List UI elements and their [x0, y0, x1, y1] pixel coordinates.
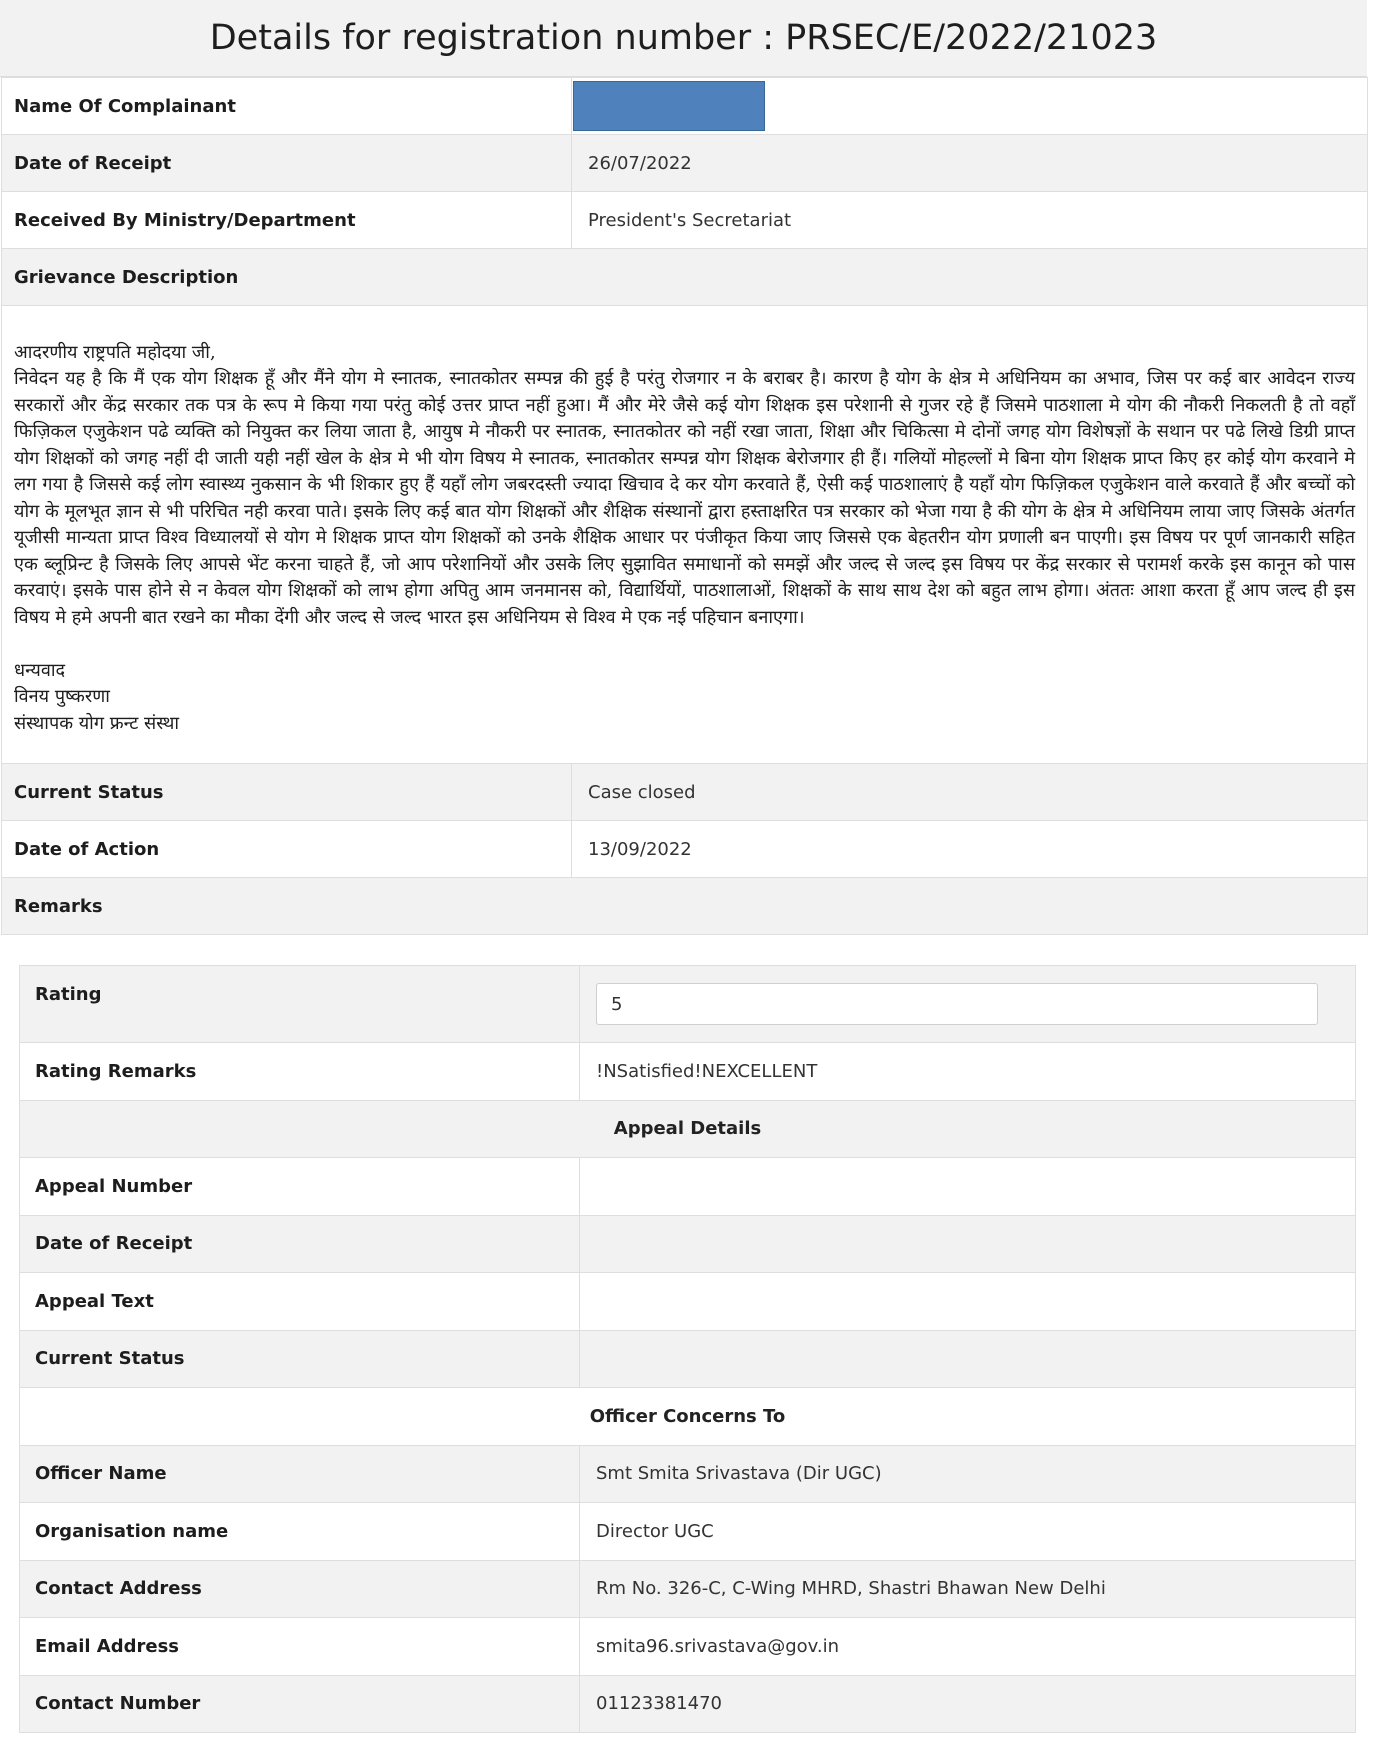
row-organisation [20, 1503, 1356, 1561]
row-appeal-number [20, 1158, 1356, 1216]
appeal-number-label: Appeal Number [20, 1158, 580, 1216]
row-status [2, 764, 1368, 821]
row-appeal-status [20, 1330, 1356, 1388]
appeal-details-header: Appeal Details [20, 1100, 1356, 1158]
appeal-text-label: Appeal Text [20, 1273, 580, 1331]
row-officer-name [20, 1445, 1356, 1503]
grievance-closing: धन्यवाद [14, 659, 66, 681]
organisation-value: Director UGC [580, 1503, 1356, 1561]
rating-input[interactable]: 5 [596, 983, 1318, 1025]
row-receipt [2, 135, 1368, 192]
row-appeal-text [20, 1273, 1356, 1331]
row-appeal-receipt [20, 1215, 1356, 1273]
complainant-value [572, 78, 1368, 135]
organisation-label: Organisation name [20, 1503, 580, 1561]
grievance-text [2, 306, 1368, 764]
receipt-value: 26/07/2022 [572, 135, 1368, 192]
rating-officer-table [19, 965, 1356, 1733]
action-label: Date of Action [2, 821, 572, 878]
row-action [2, 821, 1368, 878]
appeal-receipt-value [580, 1215, 1356, 1273]
receipt-label: Date of Receipt [2, 135, 572, 192]
row-rating [20, 966, 1356, 1043]
contact-number-value: 01123381470 [580, 1675, 1356, 1733]
appeal-number-value [580, 1158, 1356, 1216]
grievance-signature: विनय पुष्करणा [14, 686, 110, 708]
row-rating-remarks [20, 1043, 1356, 1101]
action-value: 13/09/2022 [572, 821, 1368, 878]
officer-concerns-header: Officer Concerns To [20, 1388, 1356, 1446]
redacted-name-block [573, 81, 765, 131]
status-label: Current Status [2, 764, 572, 821]
grievance-details-table [1, 77, 1368, 935]
rating-cell [580, 966, 1356, 1043]
officer-name-value: Smt Smita Srivastava (Dir UGC) [580, 1445, 1356, 1503]
page-title: Details for registration number : PRSEC/E/2022/21023 [0, 0, 1367, 77]
rating-remarks-value: !NSatisfied!NEXCELLENT [580, 1043, 1356, 1101]
email-value: smita96.srivastava@gov.in [580, 1618, 1356, 1676]
officer-name-label: Officer Name [20, 1445, 580, 1503]
row-remarks [2, 878, 1368, 935]
appeal-text-value [580, 1273, 1356, 1331]
appeal-status-value [580, 1330, 1356, 1388]
row-officer-header [20, 1388, 1356, 1446]
grievance-label: Grievance Description [2, 249, 1368, 306]
grievance-designation: संस्थापक योग फ्रन्ट संस्था [14, 712, 179, 734]
rating-label: Rating [20, 966, 580, 1043]
row-complainant [2, 78, 1368, 135]
row-contact-number [20, 1675, 1356, 1733]
ministry-label: Received By Ministry/Department [2, 192, 572, 249]
contact-address-value: Rm No. 326-C, C-Wing MHRD, Shastri Bhawan New Delhi [580, 1560, 1356, 1618]
ministry-value: President's Secretariat [572, 192, 1368, 249]
row-grievance-header [2, 249, 1368, 306]
row-email [20, 1618, 1356, 1676]
grievance-salutation: आदरणीय राष्ट्रपति महोदया जी, [14, 341, 216, 363]
appeal-status-label: Current Status [20, 1330, 580, 1388]
contact-number-label: Contact Number [20, 1675, 580, 1733]
row-grievance-text [2, 306, 1368, 764]
row-appeal-header [20, 1100, 1356, 1158]
rating-remarks-label: Rating Remarks [20, 1043, 580, 1101]
complainant-label: Name Of Complainant [2, 78, 572, 135]
remarks-label: Remarks [2, 878, 1368, 935]
appeal-receipt-label: Date of Receipt [20, 1215, 580, 1273]
status-value: Case closed [572, 764, 1368, 821]
row-ministry [2, 192, 1368, 249]
row-contact-address [20, 1560, 1356, 1618]
grievance-body: निवेदन यह है कि मैं एक योग शिक्षक हूँ और मैंने योग मे स्नातक, स्नातकोतर सम्पन्न की हुई है परंतु रोजगार न के बराबर है। कारण है योग के क्षेत्र मे अधिनियम का अभाव, जिस पर कई बार आवेदन राज्य सरकारों और केंद्र सरकार तक पत्र के रूप मे किया गया परंतु कोई उत्तर प्राप्त नहीं हुआ। मैं और मेरे जैसे कई योग शिक्षक इस परेशानी से गुजर रहे हैं जिसमे पाठशाला मे योग की नौकरी निकलती है तो वहाँ फिज़िकल एजुकेशन पढे व्यक्ति को नियुक्त कर लिया जाता है, आयुष मे नौकरी पर स्नातक, स्नातकोतर को नहीं रखा जाता, शिक्षा और चिकित्सा मे दोनों जगह योग विशेषज्ञों के सथान पर पढे लिखे डिग्री प्राप्त योग शिक्षकों को जगह नहीं दी जाती यही नहीं खेल के क्षेत्र मे भी योग विषय मे स्नातक, स्नातकोतर सम्पन्न योग शिक्षक बेरोजगार ही हैं। गलियों मोहल्लों मे बिना योग शिक्षक प्राप्त किए हर कोई योग करवाने मे लग गया है जिससे कई लोग स्वास्थ्य नुकसान के भी शिकार हुए हैं यहाँ लोग जबरदस्ती ज्यादा खिचाव दे कर योग करवाते हैं, ऐसी कई पाठशालाएं है यहाँ योग फिज़िकल एजुकेशन वाले करवाते हैं और बच्चों को योग के मूलभूत ज्ञान से भी परिचित नही करवा पाते। इसके लिए कई बात योग शिक्षकों और शैक्षिक संस्थानों द्वारा हस्ताक्षरित पत्र सरकार को भेजा गया है की योग के क्षेत्र मे अधिनियम लाया जाए जिसके अंतर्गत यूजीसी मान्यता प्राप्त विश्व विध्यालयों से योग मे शिक्षक प्राप्त योग शिक्षकों को उनके शैक्षिक आधार पर पंजीकृत किया जाए जिससे एक बेहतरीन योग प्रणाली बन पाएगी। इस विषय पर पूर्ण जानकारी सहित एक ब्लूप्रिन्ट है जिसके लिए आपसे भेंट करना चाहते हैं, जो आप परेशानियों और उसके लिए सुझावित समाधानों को समझें और जल्द से जल्द इस विषय पर केंद्र सरकार से परामर्श करके इस कानून को पास करवाएं। इसके पास होने से न केवल योग शिक्षकों को लाभ होगा अपितु आम जनमानस को, विद्यार्थियों, पाठशालाओं, शिक्षकों के साथ साथ देश को बहुत लाभ होगा। अंततः आशा करता हूँ आप जल्द ही इस विषय मे हमे अपनी बात रखने का मौका देंगी और जल्द से जल्द भारत इस अधिनियम से विश्व मे एक नई पहिचान बनाएगा। [14, 368, 1355, 628]
contact-address-label: Contact Address [20, 1560, 580, 1618]
email-label: Email Address [20, 1618, 580, 1676]
